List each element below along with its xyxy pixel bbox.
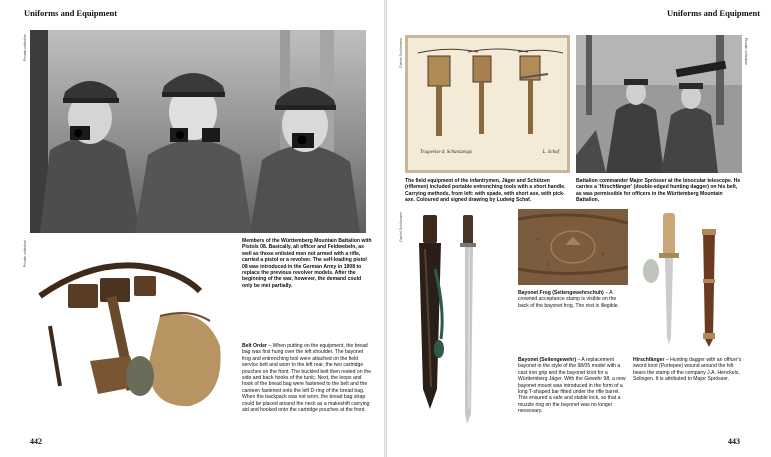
drawing-credit: Daniel Schürmann [399, 38, 403, 68]
hunting-dagger-photo [633, 209, 743, 351]
bayonet-caption [518, 357, 628, 415]
right-running-head: Uniforms and Equipment [667, 8, 761, 18]
soldiers-photo-graphic [30, 30, 366, 233]
bayonet-frog-caption [518, 290, 628, 309]
belt-order-caption [242, 343, 372, 413]
belt-order-caption-title: Belt Order [242, 343, 267, 349]
left-running-head: Uniforms and Equipment [24, 8, 118, 18]
hunting-dagger-caption-body: – Hunting dagger with an officer's sword knot (Portepee) wound around the hilt bears the stamp of the company J.A. Henckels, Solingen. It is attributed to Major Sprösser. [633, 357, 742, 383]
drawing-signature: L. Schaf [542, 150, 559, 155]
belt-order-graphic [30, 236, 230, 431]
belt-order-caption-body: – When putting on the equipment, the bread bag was first hung over the left shoulder. The bayonet frog and entrenching tool were attached on the field service belt and worn to the left rear, the two cartridge pouches on the front. The buckled belt then rested on the side and back hooks of the tunic. Next, the loops and hook of the bread bag were fastened to the belt and the canteen fastened onto the left D-ring of the bread bag. When the backpack was not worn, the bread bag strap could be placed around the neck as a makeshift carrying aid and hooked onto the cartridge pouches at the front. [242, 343, 372, 414]
hunting-dagger-graphic [633, 209, 743, 351]
hunting-dagger-caption [633, 357, 745, 383]
bayonet-frog-graphic [518, 209, 628, 285]
soldiers-with-pistols-photo [30, 30, 366, 233]
book-gutter [384, 0, 387, 457]
bayonet-credit: Daniel Schürmann [399, 212, 403, 242]
drawing-inscription: Tragweise d. Schanzzeugs [420, 150, 473, 155]
left-photo-credit-1: Private collection [23, 34, 27, 62]
hunting-dagger-caption-title: Hirschfänger [633, 357, 665, 363]
officers-photo-graphic [576, 35, 742, 173]
bayonet-frog-photo [518, 209, 628, 285]
left-photo-credit-2: Private collection [23, 240, 27, 268]
officers-caption: Battalion commander Major Sprösser at the binocular telescope. He carries a 'Hirschfänger' (double-edged hunting dagger) on his belt, as was permissible for officers in the Württemberg Mountain Battalion. [576, 178, 741, 204]
left-folio: 442 [30, 437, 42, 446]
bayonet-caption-title: Bayonet (Seitengewehr) [518, 357, 577, 363]
belt-order-photo [30, 236, 230, 431]
bayonet-caption-body: – A replacement bayonet in the style of the 98/05 model with a cast iron grip and the bayonet knot for a Württemberg Jäger. With the Gewehr 98, a new bayonet mount was introduced in the form of a long T-shaped bar fitted under the rifle barrel. This ensured a safe and stable lock, so that a muzzle ring on the bayonet was no longer necessary. [518, 357, 626, 415]
drawing-graphic [408, 38, 567, 146]
bayonet-frog-caption-title: Bayonet Frog (Seitengewehrschuh) [518, 290, 604, 296]
right-folio: 443 [728, 437, 740, 446]
bayonet-photo [405, 209, 515, 431]
soldiers-caption: Members of the Württemberg Mountain Battalion with Pistols 08. Basically, all officer and Feldwebeln, as well as those enlisted men not armed with a rifle, carried a pistol or a revolver. The self-loading pistol 08 was introduced in the German Army in 1908 to replace the previous revolver models. After the beginning of the war, however, the demand could only be met partially. [242, 238, 372, 289]
bayonet-frog-caption-body: – A crowned acceptance stamp is visible on the back of the bayonet frog. The rest is illegible. [518, 290, 619, 309]
officers-telescope-photo [576, 35, 742, 173]
bayonet-graphic [405, 209, 515, 431]
officers-credit: Private collection [744, 38, 748, 66]
entrenching-tools-drawing [405, 35, 570, 173]
drawing-caption: The field equipment of the infantrymen, Jäger and Schützen (riflemen) included portable entrenching tools with a short handle. Carrying methods, from left: with spade, with short axe, with pick-axe. Coloured and signed drawing by Ludwig Schaf. [405, 178, 566, 204]
